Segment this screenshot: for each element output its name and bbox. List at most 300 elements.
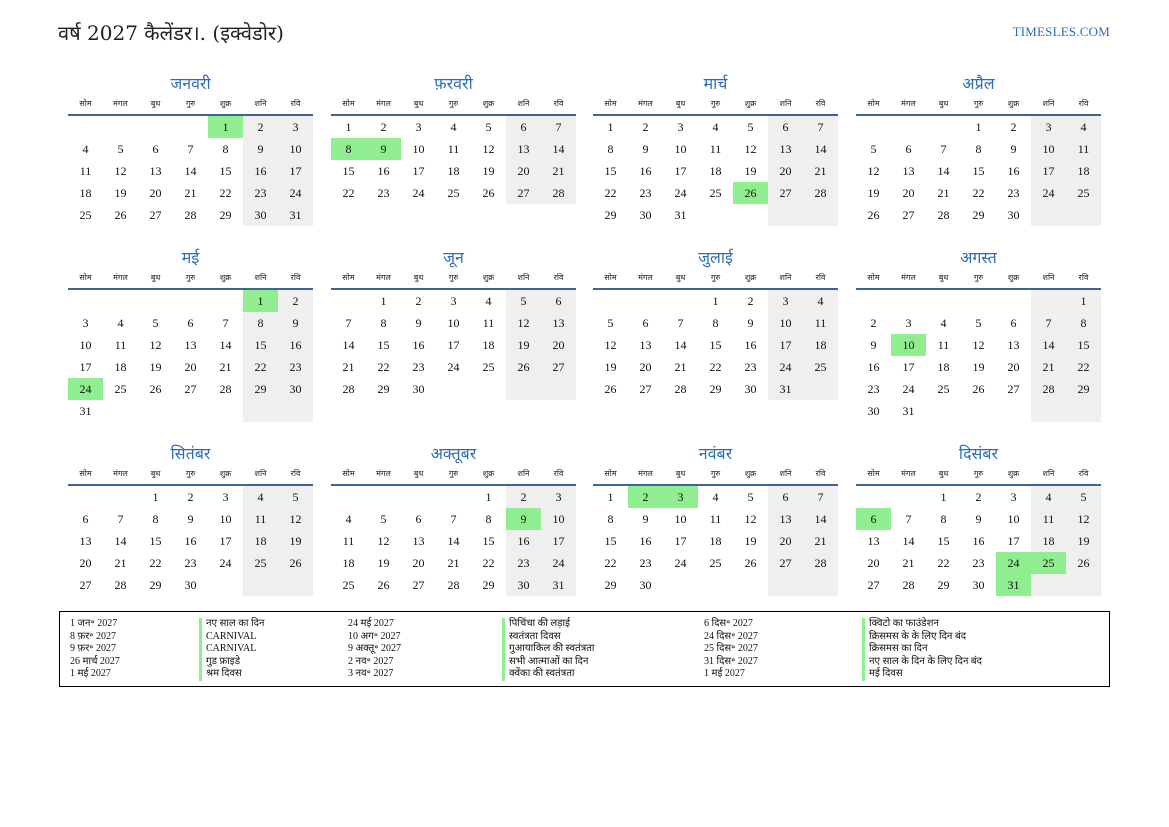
weekday-label: मंगल bbox=[628, 270, 663, 290]
day-cell: 25 bbox=[342, 578, 355, 592]
day-cell: 5 bbox=[152, 316, 159, 330]
day-cell: 17 bbox=[674, 534, 687, 548]
weekday-label: सोम bbox=[68, 96, 103, 116]
weekday-label: सोम bbox=[856, 270, 891, 290]
empty-cell bbox=[1031, 290, 1066, 312]
day-cell: 6 bbox=[152, 142, 159, 156]
day-cell: 20 bbox=[1007, 360, 1020, 374]
day-cell: 1 bbox=[485, 490, 492, 504]
empty-cell bbox=[856, 486, 891, 508]
day-cell: 4 bbox=[940, 316, 947, 330]
day-cell: 27 bbox=[412, 578, 425, 592]
weekday-label: मंगल bbox=[103, 270, 138, 290]
day-cell: 27 bbox=[768, 552, 803, 574]
day-cell: 13 bbox=[867, 534, 880, 548]
day-cell: 3 bbox=[677, 120, 684, 134]
empty-cell bbox=[803, 574, 838, 596]
weekday-label: मंगल bbox=[891, 466, 926, 486]
holiday-name: क्विटो का फाउंडेशन bbox=[862, 618, 982, 631]
day-cell: 1 bbox=[607, 120, 614, 134]
day-cell: 18 bbox=[803, 334, 838, 356]
site-link[interactable]: TIMESLES.COM bbox=[1012, 24, 1110, 39]
day-cell: 19 bbox=[604, 360, 617, 374]
weekday-label: शनि bbox=[768, 466, 803, 486]
day-cell: 12 bbox=[482, 142, 495, 156]
day-cell: 6 bbox=[415, 512, 422, 526]
month-name: मई bbox=[181, 248, 200, 267]
day-cell: 13 bbox=[412, 534, 425, 548]
empty-cell bbox=[856, 290, 891, 312]
day-cell: 3 bbox=[415, 120, 422, 134]
weekday-label: शनि bbox=[1031, 96, 1066, 116]
day-cell: 29 bbox=[937, 578, 950, 592]
day-cell: 26 bbox=[604, 382, 617, 396]
weekday-label: बुध bbox=[926, 270, 961, 290]
weekday-label: बुध bbox=[663, 466, 698, 486]
day-cell: 15 bbox=[1066, 334, 1101, 356]
day-cell: 6 bbox=[905, 142, 912, 156]
day-cell: 25 bbox=[482, 360, 495, 374]
day-cell: 27 bbox=[541, 356, 576, 378]
month-calendar bbox=[856, 443, 1101, 596]
day-cell: 8 bbox=[712, 316, 719, 330]
day-cell: 10 bbox=[79, 338, 92, 352]
weekday-label: शुक्र bbox=[471, 466, 506, 486]
day-cell: 11 bbox=[937, 338, 950, 352]
month-grid bbox=[593, 270, 838, 400]
day-cell: 9 bbox=[1010, 142, 1017, 156]
day-cell: 12 bbox=[744, 512, 757, 526]
weekday-label: मंगल bbox=[103, 96, 138, 116]
day-cell: 16 bbox=[1007, 164, 1020, 178]
holiday-date: 1 मई 2027 bbox=[70, 668, 111, 679]
weekday-label: शुक्र bbox=[208, 96, 243, 116]
month-grid bbox=[856, 96, 1101, 226]
day-cell: 28 bbox=[184, 208, 197, 222]
empty-cell bbox=[541, 378, 576, 400]
day-cell: 8 bbox=[485, 512, 492, 526]
day-cell: 6 bbox=[187, 316, 194, 330]
day-cell: 15 bbox=[243, 334, 278, 356]
day-cell: 20 bbox=[412, 556, 425, 570]
holiday-dates-col-3 bbox=[704, 618, 758, 681]
day-cell: 14 bbox=[1031, 334, 1066, 356]
day-cell: 14 bbox=[803, 138, 838, 160]
month-grid bbox=[331, 96, 576, 204]
weekday-label: सोम bbox=[593, 466, 628, 486]
day-cell: 14 bbox=[541, 138, 576, 160]
day-cell: 17 bbox=[447, 338, 460, 352]
empty-cell bbox=[698, 204, 733, 226]
day-cell: 2 bbox=[975, 490, 982, 504]
day-cell: 20 bbox=[79, 556, 92, 570]
holiday-date: 1 मई 2027 bbox=[704, 668, 745, 679]
day-cell: 26 bbox=[972, 382, 985, 396]
weekday-label: गुरु bbox=[173, 466, 208, 486]
day-cell: 9 bbox=[975, 512, 982, 526]
day-cell: 15 bbox=[149, 534, 162, 548]
weekday-label: रवि bbox=[278, 466, 313, 486]
day-cell: 24 bbox=[541, 552, 576, 574]
holiday-name: गुड फ्राइडे bbox=[199, 656, 264, 669]
weekday-label: शनि bbox=[506, 466, 541, 486]
weekday-label: गुरु bbox=[698, 96, 733, 116]
month-calendar bbox=[68, 443, 313, 596]
weekday-label: शनि bbox=[506, 96, 541, 116]
day-cell: 22 bbox=[219, 186, 232, 200]
month-calendar bbox=[593, 443, 838, 596]
month-name: जुलाई bbox=[698, 248, 733, 267]
day-cell: 31 bbox=[996, 574, 1031, 596]
day-cell: 4 bbox=[82, 142, 89, 156]
day-cell: 23 bbox=[639, 186, 652, 200]
day-cell: 9 bbox=[415, 316, 422, 330]
day-cell: 17 bbox=[541, 530, 576, 552]
day-cell: 5 bbox=[380, 512, 387, 526]
month-name: अक्तूबर bbox=[430, 444, 477, 463]
day-cell: 30 bbox=[744, 382, 757, 396]
day-cell: 11 bbox=[447, 142, 460, 156]
day-cell: 31 bbox=[902, 404, 915, 418]
day-cell: 28 bbox=[937, 208, 950, 222]
day-cell: 27 bbox=[639, 382, 652, 396]
day-cell: 17 bbox=[219, 534, 232, 548]
day-cell: 16 bbox=[243, 160, 278, 182]
day-cell: 17 bbox=[278, 160, 313, 182]
day-cell: 11 bbox=[482, 316, 495, 330]
day-cell: 22 bbox=[709, 360, 722, 374]
day-cell: 7 bbox=[222, 316, 229, 330]
day-cell: 14 bbox=[447, 534, 460, 548]
weekday-label: गुरु bbox=[961, 466, 996, 486]
day-cell: 1 bbox=[345, 120, 352, 134]
day-cell: 22 bbox=[342, 186, 355, 200]
holiday-name: नए साल का दिन bbox=[199, 618, 264, 631]
day-cell: 17 bbox=[79, 360, 92, 374]
weekday-label: मंगल bbox=[891, 96, 926, 116]
day-cell: 27 bbox=[1007, 382, 1020, 396]
day-cell: 28 bbox=[447, 578, 460, 592]
empty-cell bbox=[1066, 400, 1101, 422]
weekday-label: मंगल bbox=[366, 466, 401, 486]
day-cell: 22 bbox=[377, 360, 390, 374]
day-cell: 22 bbox=[243, 356, 278, 378]
day-cell: 14 bbox=[114, 534, 127, 548]
day-cell: 18 bbox=[447, 164, 460, 178]
month-name: नवंबर bbox=[698, 444, 733, 463]
day-cell: 12 bbox=[377, 534, 390, 548]
holiday-dates-col-2 bbox=[348, 618, 401, 681]
weekday-label: रवि bbox=[278, 96, 313, 116]
empty-cell bbox=[436, 378, 471, 400]
weekday-label: शनि bbox=[243, 466, 278, 486]
empty-cell bbox=[733, 204, 768, 226]
day-cell: 21 bbox=[803, 160, 838, 182]
holiday-name: CARNIVAL bbox=[199, 643, 264, 656]
empty-cell bbox=[208, 290, 243, 312]
weekday-label: गुरु bbox=[436, 466, 471, 486]
day-cell: 22 bbox=[604, 186, 617, 200]
day-cell: 8 bbox=[1066, 312, 1101, 334]
empty-cell bbox=[401, 486, 436, 508]
day-cell: 5 bbox=[278, 486, 313, 508]
day-cell: 28 bbox=[803, 182, 838, 204]
empty-cell bbox=[208, 400, 243, 422]
day-cell: 16 bbox=[278, 334, 313, 356]
day-cell: 10 bbox=[541, 508, 576, 530]
day-cell: 1 bbox=[712, 294, 719, 308]
empty-cell bbox=[68, 116, 103, 138]
day-cell: 7 bbox=[677, 316, 684, 330]
empty-cell bbox=[961, 290, 996, 312]
weekday-label: सोम bbox=[68, 270, 103, 290]
empty-cell bbox=[103, 290, 138, 312]
day-cell: 16 bbox=[412, 338, 425, 352]
day-cell: 17 bbox=[674, 164, 687, 178]
day-cell: 17 bbox=[902, 360, 915, 374]
day-cell: 15 bbox=[709, 338, 722, 352]
holiday-list bbox=[59, 611, 1110, 687]
weekday-label: सोम bbox=[856, 466, 891, 486]
day-cell: 24 bbox=[1031, 182, 1066, 204]
day-cell: 2 bbox=[380, 120, 387, 134]
day-cell: 17 bbox=[1031, 160, 1066, 182]
day-cell: 3 bbox=[768, 290, 803, 312]
day-cell: 6 bbox=[1010, 316, 1017, 330]
day-cell: 13 bbox=[506, 138, 541, 160]
day-cell: 24 bbox=[902, 382, 915, 396]
day-cell: 24 bbox=[768, 356, 803, 378]
day-cell: 18 bbox=[342, 556, 355, 570]
day-cell: 10 bbox=[768, 312, 803, 334]
day-cell: 19 bbox=[1066, 530, 1101, 552]
day-cell: 12 bbox=[604, 338, 617, 352]
weekday-label: गुरु bbox=[961, 270, 996, 290]
empty-cell bbox=[138, 400, 173, 422]
holiday-date: 9 फ़र॰ 2027 bbox=[70, 643, 117, 654]
day-cell: 5 bbox=[506, 290, 541, 312]
day-cell: 28 bbox=[541, 182, 576, 204]
holiday-name: क्रिसमस के के लिए दिन बंद bbox=[862, 631, 982, 644]
day-cell: 30 bbox=[867, 404, 880, 418]
weekday-label: गुरु bbox=[173, 96, 208, 116]
day-cell: 30 bbox=[506, 574, 541, 596]
day-cell: 25 bbox=[1031, 552, 1066, 574]
weekday-label: गुरु bbox=[436, 96, 471, 116]
day-cell: 11 bbox=[709, 142, 722, 156]
empty-cell bbox=[961, 400, 996, 422]
weekday-label: शुक्र bbox=[733, 466, 768, 486]
day-cell: 11 bbox=[114, 338, 127, 352]
day-cell: 3 bbox=[82, 316, 89, 330]
empty-cell bbox=[1066, 204, 1101, 226]
empty-cell bbox=[803, 378, 838, 400]
weekday-label: शुक्र bbox=[208, 270, 243, 290]
day-cell: 31 bbox=[541, 574, 576, 596]
day-cell: 24 bbox=[674, 186, 687, 200]
weekday-label: शनि bbox=[768, 96, 803, 116]
day-cell: 4 bbox=[1031, 486, 1066, 508]
day-cell: 25 bbox=[1066, 182, 1101, 204]
day-cell: 9 bbox=[506, 508, 541, 530]
empty-cell bbox=[891, 290, 926, 312]
empty-cell bbox=[698, 574, 733, 596]
day-cell: 8 bbox=[940, 512, 947, 526]
month-name: अप्रैल bbox=[962, 74, 995, 93]
empty-cell bbox=[733, 574, 768, 596]
day-cell: 3 bbox=[905, 316, 912, 330]
weekday-label: गुरु bbox=[698, 466, 733, 486]
day-cell: 5 bbox=[485, 120, 492, 134]
empty-cell bbox=[173, 400, 208, 422]
weekday-label: शुक्र bbox=[996, 96, 1031, 116]
month-name: दिसंबर bbox=[958, 444, 999, 463]
day-cell: 8 bbox=[243, 312, 278, 334]
day-cell: 19 bbox=[744, 164, 757, 178]
day-cell: 10 bbox=[891, 334, 926, 356]
day-cell: 21 bbox=[1031, 356, 1066, 378]
empty-cell bbox=[331, 290, 366, 312]
page-title: वर्ष 2027 कैलेंडर।. (इक्वेडोर) bbox=[58, 21, 284, 45]
empty-cell bbox=[628, 290, 663, 312]
weekday-label: शनि bbox=[506, 270, 541, 290]
day-cell: 9 bbox=[187, 512, 194, 526]
day-cell: 26 bbox=[744, 556, 757, 570]
empty-cell bbox=[926, 290, 961, 312]
day-cell: 4 bbox=[243, 486, 278, 508]
day-cell: 2 bbox=[187, 490, 194, 504]
empty-cell bbox=[278, 400, 313, 422]
day-cell: 18 bbox=[79, 186, 92, 200]
day-cell: 23 bbox=[278, 356, 313, 378]
holiday-date: 31 दिस॰ 2027 bbox=[704, 655, 758, 667]
empty-cell bbox=[243, 400, 278, 422]
weekday-label: मंगल bbox=[366, 270, 401, 290]
month-calendar bbox=[856, 73, 1101, 226]
day-cell: 2 bbox=[747, 294, 754, 308]
day-cell: 27 bbox=[184, 382, 197, 396]
holiday-names-col-2 bbox=[502, 618, 595, 681]
holiday-date: 25 दिस॰ 2027 bbox=[704, 643, 758, 654]
day-cell: 21 bbox=[447, 556, 460, 570]
day-cell: 12 bbox=[506, 312, 541, 334]
holiday-name: CARNIVAL bbox=[199, 631, 264, 644]
day-cell: 5 bbox=[1066, 486, 1101, 508]
day-cell: 4 bbox=[117, 316, 124, 330]
day-cell: 16 bbox=[744, 338, 757, 352]
day-cell: 25 bbox=[447, 186, 460, 200]
day-cell: 10 bbox=[219, 512, 232, 526]
day-cell: 6 bbox=[768, 116, 803, 138]
weekday-label: गुरु bbox=[961, 96, 996, 116]
day-cell: 26 bbox=[114, 208, 127, 222]
day-cell: 20 bbox=[184, 360, 197, 374]
day-cell: 12 bbox=[114, 164, 127, 178]
empty-cell bbox=[366, 486, 401, 508]
day-cell: 17 bbox=[412, 164, 425, 178]
day-cell: 8 bbox=[331, 138, 366, 160]
day-cell: 23 bbox=[184, 556, 197, 570]
day-cell: 8 bbox=[607, 142, 614, 156]
day-cell: 13 bbox=[541, 312, 576, 334]
day-cell: 21 bbox=[803, 530, 838, 552]
day-cell: 23 bbox=[639, 556, 652, 570]
day-cell: 1 bbox=[607, 490, 614, 504]
day-cell: 20 bbox=[902, 186, 915, 200]
day-cell: 24 bbox=[996, 552, 1031, 574]
day-cell: 22 bbox=[972, 186, 985, 200]
weekday-label: शनि bbox=[1031, 270, 1066, 290]
day-cell: 27 bbox=[149, 208, 162, 222]
day-cell: 5 bbox=[117, 142, 124, 156]
day-cell: 30 bbox=[639, 578, 652, 592]
weekday-label: बुध bbox=[401, 270, 436, 290]
day-cell: 16 bbox=[867, 360, 880, 374]
weekday-label: शुक्र bbox=[208, 466, 243, 486]
day-cell: 31 bbox=[674, 208, 687, 222]
weekday-label: बुध bbox=[138, 96, 173, 116]
day-cell: 21 bbox=[937, 186, 950, 200]
holiday-date: 26 मार्च 2027 bbox=[70, 655, 120, 667]
day-cell: 25 bbox=[937, 382, 950, 396]
day-cell: 3 bbox=[1010, 490, 1017, 504]
weekday-label: शनि bbox=[243, 270, 278, 290]
day-cell: 8 bbox=[975, 142, 982, 156]
holiday-names-col-1 bbox=[199, 618, 264, 681]
day-cell: 29 bbox=[377, 382, 390, 396]
day-cell: 15 bbox=[937, 534, 950, 548]
day-cell: 23 bbox=[243, 182, 278, 204]
empty-cell bbox=[891, 486, 926, 508]
day-cell: 19 bbox=[867, 186, 880, 200]
day-cell: 1 bbox=[940, 490, 947, 504]
day-cell: 28 bbox=[674, 382, 687, 396]
day-cell: 16 bbox=[377, 164, 390, 178]
holiday-date: 8 फ़र॰ 2027 bbox=[70, 630, 117, 642]
day-cell: 15 bbox=[342, 164, 355, 178]
day-cell: 11 bbox=[1066, 138, 1101, 160]
day-cell: 13 bbox=[768, 508, 803, 530]
day-cell: 7 bbox=[803, 116, 838, 138]
day-cell: 13 bbox=[768, 138, 803, 160]
empty-cell bbox=[593, 290, 628, 312]
day-cell: 25 bbox=[803, 356, 838, 378]
weekday-label: मंगल bbox=[366, 96, 401, 116]
day-cell: 2 bbox=[415, 294, 422, 308]
holiday-names-col-3 bbox=[862, 618, 982, 681]
weekday-label: मंगल bbox=[891, 270, 926, 290]
day-cell: 21 bbox=[219, 360, 232, 374]
day-cell: 7 bbox=[1031, 312, 1066, 334]
day-cell: 10 bbox=[1031, 138, 1066, 160]
month-calendar bbox=[331, 73, 576, 204]
day-cell: 28 bbox=[342, 382, 355, 396]
empty-cell bbox=[996, 400, 1031, 422]
day-cell: 26 bbox=[733, 182, 768, 204]
day-cell: 18 bbox=[1066, 160, 1101, 182]
empty-cell bbox=[208, 574, 243, 596]
day-cell: 15 bbox=[972, 164, 985, 178]
day-cell: 19 bbox=[972, 360, 985, 374]
empty-cell bbox=[1031, 574, 1066, 596]
day-cell: 11 bbox=[709, 512, 722, 526]
day-cell: 19 bbox=[744, 534, 757, 548]
empty-cell bbox=[173, 116, 208, 138]
empty-cell bbox=[768, 574, 803, 596]
holiday-name: श्रम दिवस bbox=[199, 668, 264, 681]
holiday-date: 10 अग॰ 2027 bbox=[348, 630, 401, 642]
holiday-date: 2 नव॰ 2027 bbox=[348, 655, 394, 667]
